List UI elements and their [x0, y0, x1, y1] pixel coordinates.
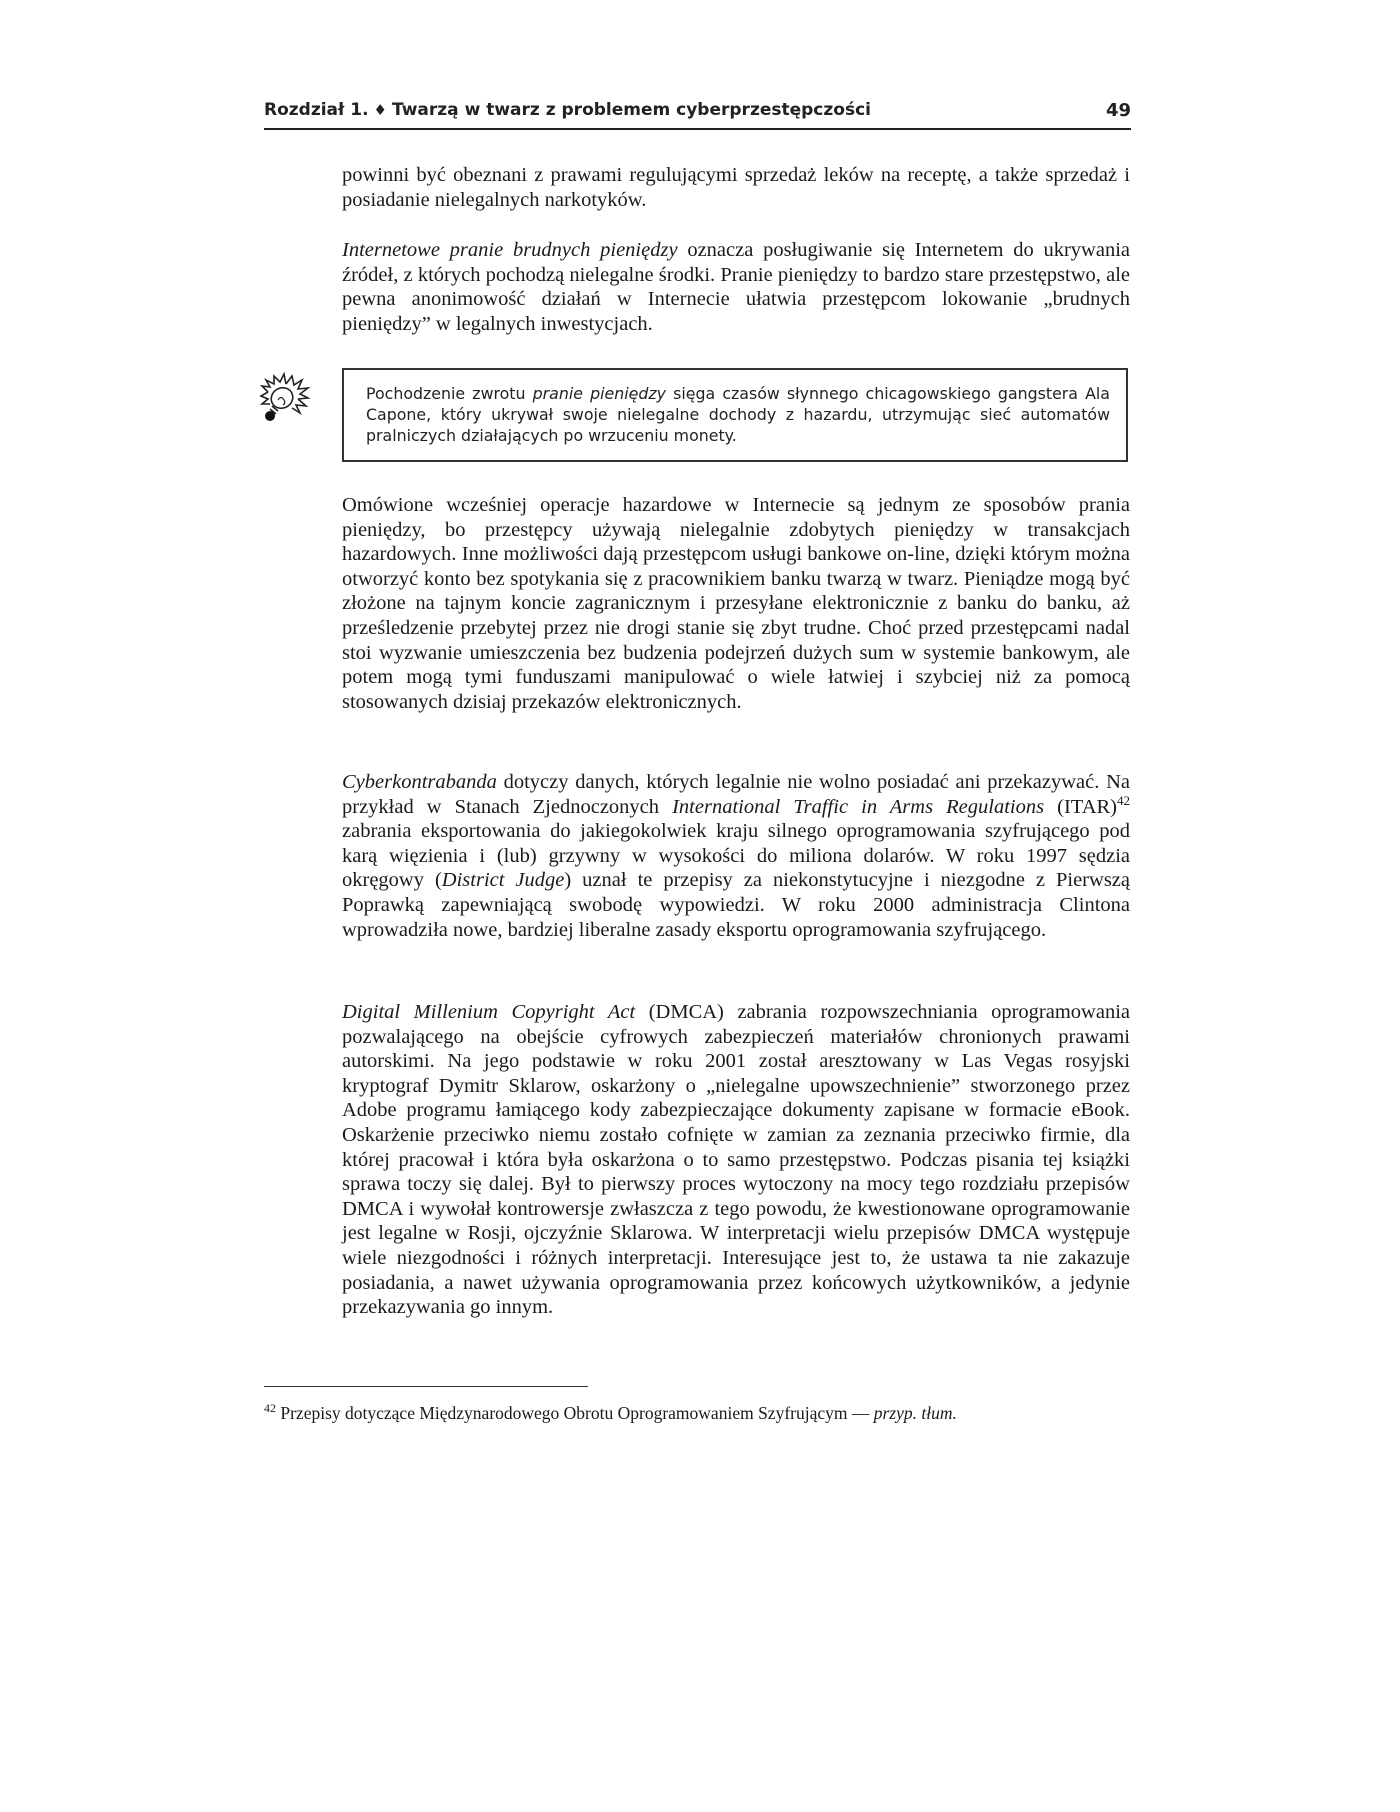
paragraph-text-rest: (DMCA) zabrania rozpowszechniania oprogramowania pozwalającego na obejście cyfrowych zabezpieczeń materiałów chronionych prawami autorskimi. Na jego podstawie w roku 2001 został aresztowany w Las Vegas rosyjski kryptograf Dymitr Sklarow, oskarżony o „nielegalne upowszechnienie” stworzonego przez Adobe programu łamiącego kody zabezpieczające dokumenty zapisane w formacie eBook. Oskarżenie przeciwko niemu zostało cofnięte w zamian za zeznania przeciwko firmie, dla której pracował i która była oskarżona o to samo przestępstwo. Podczas pisania tej książki sprawa toczy się dalej. Był to pierwszy proces wytoczony na mocy tego rozdziału przepisów DMCA i wywołał kontrowersje zwłaszcza z tego powodu, że kwestionowane oprogramowanie jest legalne w Rosji, ojczyźnie Sklarowa. W interpretacji wielu przepisów DMCA występuje wiele niezgodności i różnych interpretacji. Interesujące jest to, że ustawa ta nie zakazuje posiadania, a nawet używania oprogramowania przez końcowych użytkowników, a jedynie przekazywania go innym. [342, 1001, 1131, 1319]
tip-text-rest: sięga czasów słynnego chicagowskiego gangstera Ala Capone, który ukrywał swoje nielegalne dochody z hazardu, utrzymując sieć automatów pralniczych działających po wrzuceniu monety. [366, 384, 1110, 445]
paragraph-text-rest: oznacza posługiwanie się Internetem do ukrywania źródeł, z których pochodzą nielegalne środki. Pranie pieniędzy to bardzo stare przestępstwo, ale pewna anonimowość działań w Internecie ułatwia przestępcom lokowanie „brudnych pieniędzy” w legalnych inwestycjach. [342, 239, 1130, 335]
diamond-separator-icon: ♦ [373, 101, 387, 119]
footnote-divider [264, 1386, 588, 1387]
paragraph-4 [342, 770, 1130, 942]
page-number: 49 [1105, 100, 1131, 121]
tip-text [366, 383, 1110, 446]
paragraph-text-part: ) uznał te przepisy za niekonstytucyjne i niezgodne z Pierwszą Poprawką zapewniającą swobodę wypowiedzi. W roku 2000 administracja Clintona wprowadziła nowe, bardziej liberalne zasady eksportu oprogramowania szyfrującego. [342, 869, 1130, 941]
paragraph-text: powinni być obeznani z prawami regulującymi sprzedaż leków na receptę, a także sprzedaż i posiadanie nielegalnych narkotyków. [342, 164, 1130, 211]
footnote [264, 1402, 1144, 1424]
footnote-text: Przepisy dotyczące Międzynarodowego Obrotu Oprogramowaniem Szyfrującym — [276, 1403, 874, 1423]
paragraph-text: Omówione wcześniej operacje hazardowe w Internecie są jednym ze sposobów prania pieniędzy, bo przestępcy używają nielegalnie zdobytych pieniędzy w transakcjach hazardowych. Inne możliwości dają przestępcom usługi bankowe on-line, dzięki którym można otworzyć konto bez spotykania się z pracownikiem banku twarzą w twarz. Pieniądze mogą być złożone na tajnym koncie zagranicznym i przesyłane elektronicznie z banku do banku, aż prześledzenie przebytej przez nie drogi stanie się zbyt trudne. Choć przed przestępcami nadal stoi wyzwanie umieszczenia bez budzenia podejrzeń dużych sum w systemie bankowym, ale potem mogą tymi funduszami manipulować o wiele łatwiej i szybciej niż za pomocą stosowanych dzisiaj przekazów elektronicznych. [342, 494, 1130, 713]
chapter-title: Twarzą w twarz z problemem cyberprzestępczości [392, 100, 871, 120]
paragraph-3 [342, 493, 1130, 714]
tip-term: pranie pieniędzy [532, 384, 667, 403]
footnote-reference[interactable]: 42 [1117, 792, 1130, 808]
term-district-judge: District Judge [441, 869, 565, 892]
term-money-laundering: Internetowe pranie brudnych pieniędzy [342, 239, 678, 261]
paragraph-text [342, 1000, 1130, 1320]
paragraph-text [342, 770, 1130, 942]
footnote-number: 42 [264, 1401, 276, 1415]
paragraph-2 [342, 238, 1130, 336]
paragraph-text-part: (ITAR) [1044, 795, 1117, 818]
paragraph-1 [342, 163, 1130, 212]
translator-note: przyp. tłum. [873, 1403, 957, 1423]
running-header-title [264, 100, 871, 120]
paragraph-text-part: zabrania eksportowania do jakiegokolwiek kraju silnego oprogramowania szyfrującego pod karą więzienia i (lub) grzywny w wysokości do miliona dolarów. W roku 1997 sędzia okręgowy ( [342, 820, 1130, 892]
paragraph-5 [342, 1000, 1130, 1320]
paragraph-text [342, 238, 1130, 336]
term-cybercontraband: Cyberkontrabanda [342, 771, 497, 793]
chapter-label: Rozdział 1. [264, 100, 369, 120]
lightbulb-idea-icon [258, 372, 332, 438]
paragraph-text-part: dotyczy danych, których legalnie nie wolno posiadać ani przekazywać. Na przykład w Stanach Zjednoczonych [342, 771, 1130, 818]
running-header [264, 98, 1131, 130]
term-itar: International Traffic in Arms Regulations [672, 795, 1045, 818]
tip-box [342, 368, 1128, 462]
tip-text-start: Pochodzenie zwrotu [366, 384, 533, 403]
term-dmca: Digital Millenium Copyright Act [342, 1001, 636, 1023]
